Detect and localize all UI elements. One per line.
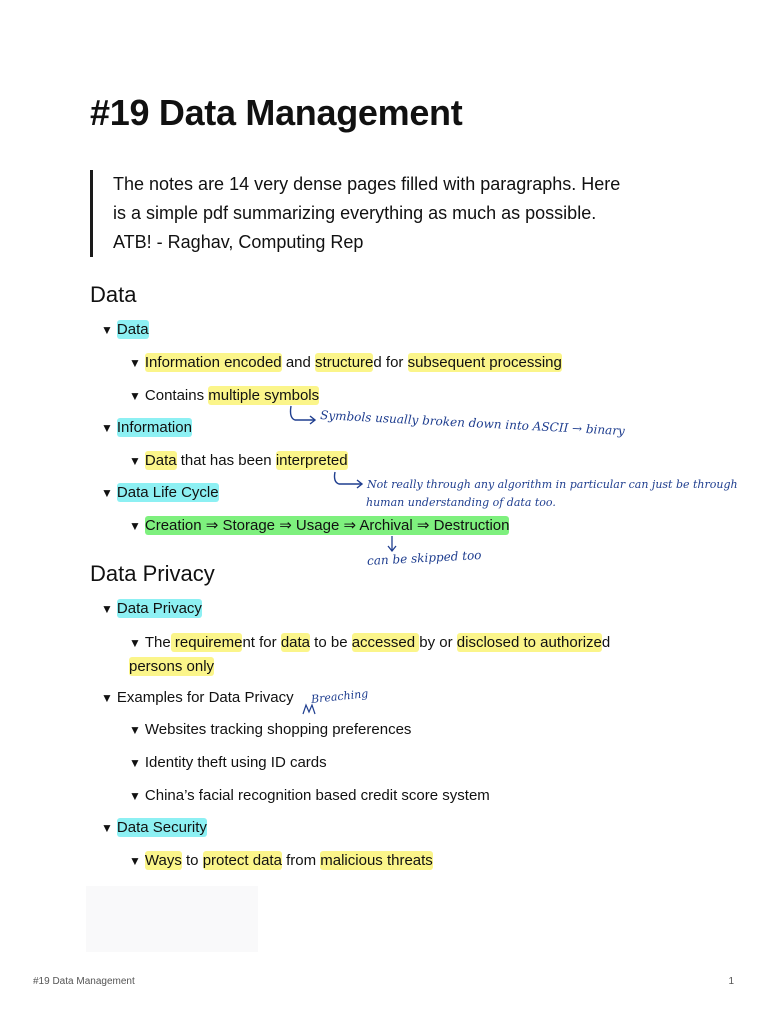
toggle-triangle-icon[interactable]: ▼ bbox=[129, 636, 141, 650]
toggle-triangle-icon[interactable]: ▼ bbox=[129, 723, 141, 737]
toggle-triangle-icon[interactable]: ▼ bbox=[101, 691, 113, 705]
toggle-triangle-icon[interactable]: ▼ bbox=[129, 389, 141, 403]
toggle-information-definition[interactable] bbox=[129, 451, 348, 471]
highlight: accessed bbox=[351, 634, 420, 651]
text: Websites tracking shopping preferences bbox=[144, 721, 412, 738]
toggle-examples[interactable] bbox=[101, 688, 294, 708]
highlight: subsequent processing bbox=[407, 354, 562, 371]
toggle-label: Data bbox=[116, 321, 149, 338]
highlight: Data bbox=[144, 452, 177, 469]
toggle-lifecycle[interactable] bbox=[101, 483, 219, 503]
annotation-interpretation-line1: Not really through any algorithm in particular can just be through bbox=[367, 478, 738, 491]
toggle-triangle-icon[interactable]: ▼ bbox=[129, 854, 141, 868]
toggle-label: Data Life Cycle bbox=[116, 484, 219, 501]
toggle-label: Information bbox=[116, 419, 192, 436]
text: and bbox=[281, 354, 316, 371]
toggle-lifecycle-stages[interactable] bbox=[129, 516, 509, 536]
callout-line: The notes are 14 very dense pages filled with paragraphs. Here bbox=[113, 174, 621, 194]
toggle-privacy-definition[interactable] bbox=[129, 631, 649, 678]
toggle-label: Data Security bbox=[116, 819, 207, 836]
toggle-triangle-icon[interactable]: ▼ bbox=[129, 756, 141, 770]
toggle-security[interactable] bbox=[101, 818, 207, 838]
highlight: Ways bbox=[144, 852, 182, 869]
text: Identity theft using ID cards bbox=[144, 754, 327, 771]
highlight: malicious threats bbox=[320, 852, 433, 869]
toggle-triangle-icon[interactable]: ▼ bbox=[101, 821, 113, 835]
callout-quote bbox=[90, 170, 713, 257]
page-number: 1 bbox=[728, 976, 734, 987]
toggle-triangle-icon[interactable]: ▼ bbox=[101, 323, 113, 337]
highlight: data bbox=[280, 634, 311, 651]
toggle-label: Data Privacy bbox=[116, 600, 202, 617]
text: China’s facial recognition based credit score system bbox=[144, 787, 490, 804]
text: from bbox=[281, 852, 321, 869]
toggle-example-item[interactable] bbox=[129, 786, 490, 806]
highlight: structure bbox=[315, 354, 374, 371]
page-title: #19 Data Management bbox=[90, 92, 463, 133]
annotation-breaching: Breaching bbox=[310, 687, 369, 706]
toggle-triangle-icon[interactable]: ▼ bbox=[101, 421, 113, 435]
highlight: multiple symbols bbox=[208, 387, 320, 404]
text: by or bbox=[419, 634, 457, 651]
annotation-skipped: can be skipped too bbox=[366, 548, 482, 568]
text: d for bbox=[373, 354, 408, 371]
toggle-triangle-icon[interactable]: ▼ bbox=[129, 356, 141, 370]
toggle-security-definition[interactable] bbox=[129, 851, 433, 871]
annotation-ascii: Symbols usually broken down into ASCII → binary bbox=[319, 408, 626, 438]
text: to be bbox=[310, 634, 352, 651]
toggle-triangle-icon[interactable]: ▼ bbox=[101, 602, 113, 616]
text: that has been bbox=[176, 452, 276, 469]
callout-line: ATB! - Raghav, Computing Rep bbox=[113, 232, 364, 252]
section-heading-data: Data bbox=[90, 282, 137, 307]
callout-line: is a simple pdf summarizing everything as much as possible. bbox=[113, 203, 597, 223]
highlight: persons only bbox=[129, 658, 215, 675]
annotation-interpretation-line2: human understanding of data too. bbox=[366, 496, 556, 509]
insert-caret-icon bbox=[302, 703, 316, 715]
faint-block bbox=[86, 886, 258, 952]
hook-arrow-icon bbox=[331, 470, 365, 490]
footer-title: #19 Data Management bbox=[33, 976, 135, 987]
toggle-information[interactable] bbox=[101, 418, 192, 438]
toggle-triangle-icon[interactable]: ▼ bbox=[129, 789, 141, 803]
highlight: protect data bbox=[202, 852, 282, 869]
toggle-example-item[interactable] bbox=[129, 720, 411, 740]
highlight: disclosed to authorize bbox=[456, 634, 602, 651]
highlight: requireme bbox=[170, 634, 243, 651]
toggle-triangle-icon[interactable]: ▼ bbox=[129, 454, 141, 468]
highlight: Creation ⇒ Storage ⇒ Usage ⇒ Archival ⇒ Destruction bbox=[144, 517, 510, 534]
toggle-triangle-icon[interactable]: ▼ bbox=[129, 519, 141, 533]
highlight: Information encoded bbox=[144, 354, 282, 371]
toggle-privacy[interactable] bbox=[101, 599, 202, 619]
hook-arrow-icon bbox=[287, 404, 317, 426]
text: Contains bbox=[144, 387, 209, 404]
toggle-label: Examples for Data Privacy bbox=[116, 689, 294, 706]
toggle-example-item[interactable] bbox=[129, 753, 327, 773]
text: nt for bbox=[242, 634, 281, 651]
text: to bbox=[181, 852, 203, 869]
down-arrow-icon bbox=[386, 535, 398, 553]
toggle-triangle-icon[interactable]: ▼ bbox=[101, 486, 113, 500]
highlight: interpreted bbox=[275, 452, 348, 469]
text: d bbox=[601, 634, 611, 651]
toggle-data-definition[interactable] bbox=[129, 353, 562, 373]
toggle-data[interactable] bbox=[101, 320, 149, 340]
section-heading-privacy: Data Privacy bbox=[90, 561, 215, 586]
text: The bbox=[144, 634, 171, 651]
toggle-data-symbols[interactable] bbox=[129, 386, 319, 406]
